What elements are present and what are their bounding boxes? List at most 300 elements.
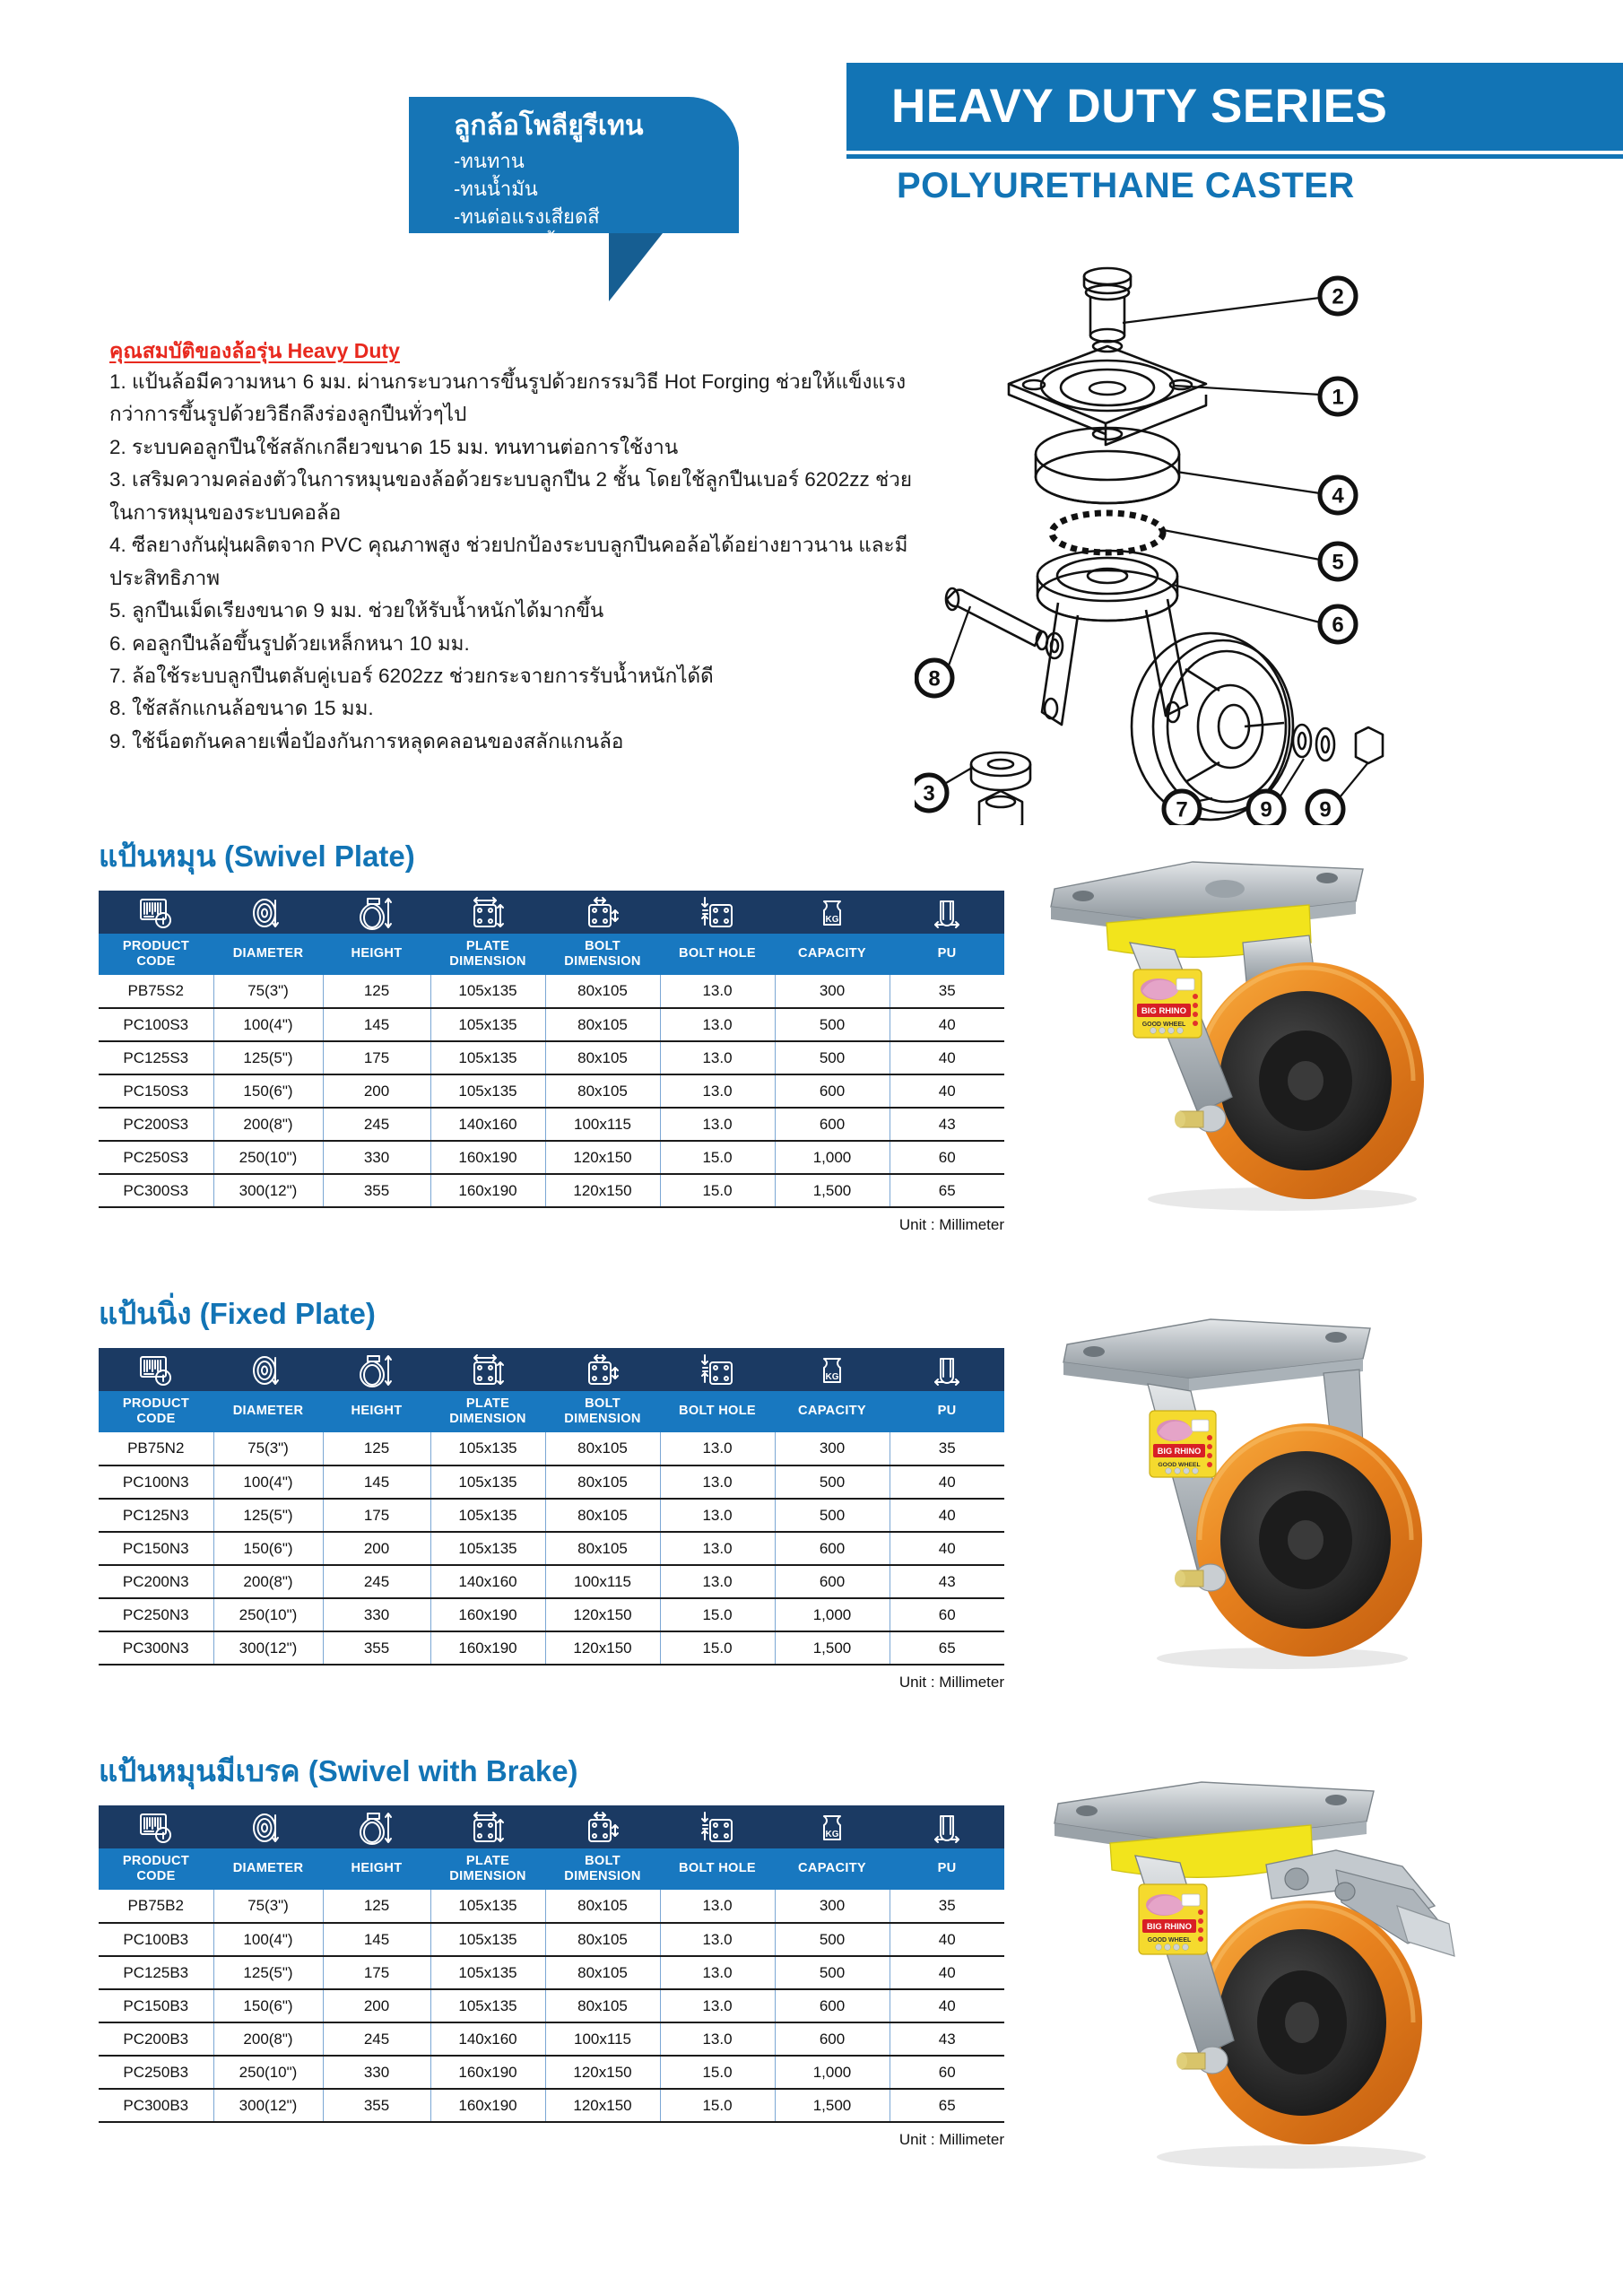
section-swivel-with-brake — [99, 1747, 1004, 2149]
spec-cell: 160x190 — [430, 1141, 545, 1174]
caster-height-icon — [323, 1805, 430, 1848]
column-header-line: PLATE — [465, 938, 510, 953]
wheel-diameter-icon — [213, 1348, 323, 1391]
bolt-dimension-icon — [545, 1348, 660, 1391]
pu-tread-icon — [890, 1348, 1004, 1391]
spec-cell: 43 — [890, 1565, 1004, 1598]
bubble-heading: ลูกล้อโพลียูรีเทน — [454, 111, 644, 141]
spec-cell: 100(4") — [213, 1008, 323, 1041]
spec-cell: 80x105 — [545, 1008, 660, 1041]
spec-table-swivel-plate — [99, 891, 1004, 1208]
spec-cell: 65 — [890, 1631, 1004, 1665]
subtitle-rule — [846, 154, 1623, 159]
column-header-line: PU — [937, 1404, 957, 1419]
spec-cell: 200 — [323, 1532, 430, 1565]
table-row — [99, 1108, 1004, 1141]
spec-cell: 80x105 — [545, 1041, 660, 1074]
feature-callout-bubble — [409, 97, 739, 257]
barcode-info-icon — [99, 891, 213, 934]
spec-cell: 80x105 — [545, 1989, 660, 2022]
column-header-line: DIAMETER — [232, 1861, 304, 1876]
column-header-line: CODE — [136, 954, 176, 969]
product-code-cell: PB75S2 — [99, 975, 213, 1008]
callout-label: 8 — [928, 666, 941, 691]
column-header-line: HEIGHT — [351, 1861, 403, 1876]
unit-note: Unit : Millimeter — [898, 1216, 1004, 1233]
spec-cell: 500 — [775, 1923, 890, 1956]
column-header-line: CAPACITY — [798, 1404, 866, 1419]
table-row — [99, 1989, 1004, 2022]
spec-cell: 13.0 — [660, 1008, 775, 1041]
spec-cell: 65 — [890, 1174, 1004, 1207]
spec-cell: 100x115 — [545, 1108, 660, 1141]
column-header-line: DIMENSION — [449, 1869, 526, 1883]
column-header-line: PRODUCT — [122, 1396, 190, 1411]
spec-cell: 355 — [323, 1174, 430, 1207]
table-row — [99, 2056, 1004, 2089]
icon-header-row — [99, 1348, 1004, 1391]
bolt-dimension-icon — [545, 891, 660, 934]
column-header — [213, 934, 323, 975]
spec-cell: 13.0 — [660, 1923, 775, 1956]
spec-cell: 75(3") — [213, 1890, 323, 1923]
spec-cell: 13.0 — [660, 1465, 775, 1499]
spec-cell: 1,500 — [775, 2089, 890, 2122]
spec-cell: 175 — [323, 1956, 430, 1989]
callout-label: 9 — [1260, 797, 1272, 822]
product-code-cell: PC150S3 — [99, 1074, 213, 1108]
barcode-info-icon — [99, 1805, 213, 1848]
table-row — [99, 2089, 1004, 2122]
caster-height-icon — [323, 891, 430, 934]
label-header-row — [99, 934, 1004, 975]
wheel-diameter-icon — [213, 1805, 323, 1848]
spec-cell: 105x135 — [430, 1923, 545, 1956]
product-code-cell: PB75N2 — [99, 1432, 213, 1465]
spec-cell: 140x160 — [430, 1108, 545, 1141]
spec-cell: 120x150 — [545, 1174, 660, 1207]
spec-cell: 245 — [323, 1565, 430, 1598]
table-head — [99, 1805, 1004, 1890]
column-header-line: DIMENSION — [449, 1412, 526, 1426]
column-header-line: HEIGHT — [351, 1404, 403, 1419]
feature-item: 5. ลูกปืนเม็ดเรียงขนาด 9 มม. ช่วยให้รับน้ำหนักได้มากขึ้น — [109, 599, 604, 622]
spec-cell: 100(4") — [213, 1923, 323, 1956]
column-header-line: CODE — [136, 1869, 176, 1883]
spec-cell: 105x135 — [430, 1008, 545, 1041]
column-header-line: CAPACITY — [798, 946, 866, 961]
spec-cell: 175 — [323, 1041, 430, 1074]
column-header — [323, 934, 430, 975]
product-code-cell: PB75B2 — [99, 1890, 213, 1923]
spec-cell: 150(6") — [213, 1989, 323, 2022]
product-code-cell: PC300B3 — [99, 2089, 213, 2122]
header-banner — [846, 63, 1623, 151]
product-code-cell: PC250N3 — [99, 1598, 213, 1631]
spec-cell: 300(12") — [213, 2089, 323, 2122]
feature-item: 1. แป้นล้อมีความหนา 6 มม. ผ่านกระบวนการขึ้นรูปด้วยกรรมวิธี Hot Forging ช่วยให้แข็งแรง กว่าการขึ้นรูปด้วยวิธีกลึงร่องลูกปืนทั่วๆไป — [109, 370, 907, 426]
spec-cell: 13.0 — [660, 1499, 775, 1532]
column-header-line: DIMENSION — [449, 954, 526, 969]
column-header — [213, 1391, 323, 1432]
spec-cell: 105x135 — [430, 1956, 545, 1989]
section-title: แป้นหมุน (Swivel Plate) — [99, 839, 415, 873]
product-code-cell: PC125N3 — [99, 1499, 213, 1532]
column-header-line: PRODUCT — [122, 938, 190, 953]
feature-item: 9. ใช้น็อตกันคลายเพื่อป้องกันการหลุดคลอนของสลักแกนล้อ — [109, 729, 624, 752]
column-header — [890, 1848, 1004, 1890]
spec-cell: 125 — [323, 975, 430, 1008]
table-row — [99, 1956, 1004, 1989]
column-header-line: BOLT HOLE — [679, 946, 756, 961]
spec-cell: 35 — [890, 1890, 1004, 1923]
spec-cell: 13.0 — [660, 975, 775, 1008]
spec-cell: 13.0 — [660, 1956, 775, 1989]
column-header-line: CAPACITY — [798, 1861, 866, 1876]
table-head — [99, 1348, 1004, 1432]
spec-cell: 80x105 — [545, 975, 660, 1008]
spec-cell: 15.0 — [660, 1174, 775, 1207]
spec-cell: 80x105 — [545, 1499, 660, 1532]
spec-cell: 200(8") — [213, 1565, 323, 1598]
spec-cell: 300 — [775, 1432, 890, 1465]
svg-text:KG: KG — [825, 1830, 839, 1839]
column-header — [890, 934, 1004, 975]
column-header-line: BOLT HOLE — [679, 1861, 756, 1876]
table-row — [99, 1598, 1004, 1631]
column-header-line: DIMENSION — [564, 1869, 641, 1883]
spec-cell: 80x105 — [545, 1074, 660, 1108]
column-header-line: PLATE — [465, 1853, 510, 1868]
column-header-line: BOLT HOLE — [679, 1404, 756, 1419]
spec-cell: 160x190 — [430, 1174, 545, 1207]
spec-cell: 43 — [890, 2022, 1004, 2056]
brand-tagline: GOOD WHEEL — [1147, 1937, 1192, 1944]
table-body — [99, 1890, 1004, 2122]
bubble-tail — [609, 233, 663, 301]
spec-cell: 13.0 — [660, 1432, 775, 1465]
bubble-bullet: -ทนต่อแรงเสียดสี — [454, 204, 600, 228]
column-header-line: DIMENSION — [564, 954, 641, 969]
product-code-cell: PC200S3 — [99, 1108, 213, 1141]
product-code-cell: PC100N3 — [99, 1465, 213, 1499]
table-head — [99, 891, 1004, 975]
column-header — [775, 1848, 890, 1890]
callout-label: 7 — [1176, 797, 1188, 822]
plate-dimension-icon — [430, 891, 545, 934]
spec-cell: 1,000 — [775, 1141, 890, 1174]
brand-tagline: GOOD WHEEL — [1158, 1462, 1201, 1468]
spec-cell: 15.0 — [660, 2056, 775, 2089]
spec-cell: 15.0 — [660, 1141, 775, 1174]
spec-cell: 245 — [323, 1108, 430, 1141]
spec-cell: 500 — [775, 1499, 890, 1532]
unit-note: Unit : Millimeter — [898, 1674, 1004, 1691]
spec-cell: 200 — [323, 1989, 430, 2022]
column-header-line: DIAMETER — [232, 946, 304, 961]
table-row — [99, 1532, 1004, 1565]
spec-cell: 330 — [323, 1598, 430, 1631]
product-code-cell: PC125B3 — [99, 1956, 213, 1989]
spec-cell: 60 — [890, 1598, 1004, 1631]
spec-cell: 43 — [890, 1108, 1004, 1141]
spec-table-swivel-brake — [99, 1805, 1004, 2123]
column-header — [323, 1848, 430, 1890]
column-header-line: PLATE — [465, 1396, 510, 1411]
column-header — [890, 1391, 1004, 1432]
icon-header-row — [99, 1805, 1004, 1848]
section-fixed-plate — [99, 1290, 1004, 1692]
swivel-plate-caster-photo — [1040, 857, 1506, 1215]
spec-cell: 300 — [775, 1890, 890, 1923]
spec-cell: 1,500 — [775, 1631, 890, 1665]
feature-item: 2. ระบบคอลูกปืนใช้สลักเกลียวขนาด 15 มม. ทนทานต่อการใช้งาน — [109, 435, 679, 458]
spec-cell: 145 — [323, 1465, 430, 1499]
product-code-cell: PC300S3 — [99, 1174, 213, 1207]
spec-cell: 150(6") — [213, 1074, 323, 1108]
spec-cell: 300(12") — [213, 1631, 323, 1665]
spec-cell: 145 — [323, 1923, 430, 1956]
spec-cell: 500 — [775, 1041, 890, 1074]
spec-cell: 80x105 — [545, 1532, 660, 1565]
spec-cell: 330 — [323, 2056, 430, 2089]
table-row — [99, 1008, 1004, 1041]
brand-label — [1133, 970, 1202, 1038]
brand-name: BIG RHINO — [1141, 1006, 1187, 1016]
spec-table-fixed-plate — [99, 1348, 1004, 1665]
spec-cell: 125 — [323, 1890, 430, 1923]
table-row — [99, 1141, 1004, 1174]
spec-cell: 145 — [323, 1008, 430, 1041]
spec-cell: 245 — [323, 2022, 430, 2056]
column-header — [99, 1391, 213, 1432]
column-header — [660, 934, 775, 975]
table-row — [99, 975, 1004, 1008]
section-title: แป้นหมุนมีเบรค (Swivel with Brake) — [99, 1754, 578, 1787]
table-row — [99, 2022, 1004, 2056]
spec-cell: 65 — [890, 2089, 1004, 2122]
section-title: แป้นนิ่ง (Fixed Plate) — [99, 1297, 376, 1330]
spec-cell: 500 — [775, 1008, 890, 1041]
product-code-cell: PC200N3 — [99, 1565, 213, 1598]
section-swivel-plate — [99, 832, 1004, 1234]
spec-cell: 40 — [890, 1989, 1004, 2022]
spec-cell: 80x105 — [545, 1465, 660, 1499]
column-header-line: BOLT — [585, 1396, 621, 1411]
plate-dimension-icon — [430, 1348, 545, 1391]
spec-cell: 250(10") — [213, 1141, 323, 1174]
spec-cell: 105x135 — [430, 1432, 545, 1465]
product-code-cell: PC100B3 — [99, 1923, 213, 1956]
spec-cell: 105x135 — [430, 1465, 545, 1499]
spec-cell: 120x150 — [545, 1631, 660, 1665]
spec-cell: 105x135 — [430, 1989, 545, 2022]
feature-item: 8. ใช้สลักแกนล้อขนาด 15 มม. — [109, 697, 374, 720]
spec-cell: 125(5") — [213, 1956, 323, 1989]
spec-cell: 13.0 — [660, 1074, 775, 1108]
pu-tread-icon — [890, 891, 1004, 934]
spec-cell: 40 — [890, 1041, 1004, 1074]
column-header — [775, 934, 890, 975]
product-code-cell: PC200B3 — [99, 2022, 213, 2056]
column-header — [99, 1848, 213, 1890]
spec-cell: 125(5") — [213, 1041, 323, 1074]
icon-header-row — [99, 891, 1004, 934]
feature-item: 3. เสริมความคล่องตัวในการหมุนของล้อด้วยระบบลูกปืน 2 ชั้น โดยใช้ลูกปืนเบอร์ 6202zz ช่วยในการหมุนของระบบคอล้อ — [109, 468, 913, 524]
spec-cell: 75(3") — [213, 975, 323, 1008]
table-row — [99, 1499, 1004, 1532]
pu-tread-icon — [890, 1805, 1004, 1848]
product-code-cell: PC250B3 — [99, 2056, 213, 2089]
exploded-caster-diagram — [915, 260, 1417, 825]
capacity-kg-icon — [775, 1348, 890, 1391]
column-header — [660, 1848, 775, 1890]
fixed-plate-caster-photo — [1040, 1314, 1506, 1673]
spec-cell: 600 — [775, 1989, 890, 2022]
spec-cell: 160x190 — [430, 1598, 545, 1631]
plate-dimension-icon — [430, 1805, 545, 1848]
spec-cell: 500 — [775, 1956, 890, 1989]
spec-cell: 330 — [323, 1141, 430, 1174]
spec-cell: 600 — [775, 1532, 890, 1565]
column-header-line: BOLT — [585, 938, 621, 953]
spec-cell: 200(8") — [213, 1108, 323, 1141]
swivel-brake-caster-photo — [1040, 1780, 1542, 2175]
spec-cell: 60 — [890, 1141, 1004, 1174]
column-header-line: CODE — [136, 1412, 176, 1426]
spec-cell: 40 — [890, 1923, 1004, 1956]
column-header — [545, 1848, 660, 1890]
bolt-hole-icon — [660, 891, 775, 934]
spec-cell: 80x105 — [545, 1432, 660, 1465]
column-header — [775, 1391, 890, 1432]
bolt-hole-icon — [660, 1805, 775, 1848]
spec-cell: 40 — [890, 1499, 1004, 1532]
spec-cell: 40 — [890, 1008, 1004, 1041]
spec-cell: 140x160 — [430, 1565, 545, 1598]
wheel-diameter-icon — [213, 891, 323, 934]
spec-cell: 13.0 — [660, 1565, 775, 1598]
table-row — [99, 1074, 1004, 1108]
column-header-line: DIAMETER — [232, 1404, 304, 1419]
spec-cell: 120x150 — [545, 1598, 660, 1631]
spec-cell: 15.0 — [660, 2089, 775, 2122]
spec-cell: 100(4") — [213, 1465, 323, 1499]
column-header — [213, 1848, 323, 1890]
spec-cell: 40 — [890, 1532, 1004, 1565]
spec-cell: 1,500 — [775, 1174, 890, 1207]
table-body — [99, 975, 1004, 1207]
product-code-cell: PC100S3 — [99, 1008, 213, 1041]
spec-cell: 80x105 — [545, 1956, 660, 1989]
spec-cell: 300(12") — [213, 1174, 323, 1207]
spec-cell: 105x135 — [430, 975, 545, 1008]
spec-cell: 13.0 — [660, 1532, 775, 1565]
column-header — [323, 1391, 430, 1432]
column-header-line: HEIGHT — [351, 946, 403, 961]
product-code-cell: PC250S3 — [99, 1141, 213, 1174]
spec-cell: 175 — [323, 1499, 430, 1532]
features-heading: คุณสมบัติของล้อรุ่น Heavy Duty — [109, 339, 400, 362]
column-header — [430, 1391, 545, 1432]
column-header — [430, 934, 545, 975]
spec-cell: 1,000 — [775, 1598, 890, 1631]
column-header-line: PRODUCT — [122, 1853, 190, 1868]
spec-cell: 75(3") — [213, 1432, 323, 1465]
callout-label: 1 — [1332, 385, 1344, 410]
spec-cell: 160x190 — [430, 2089, 545, 2122]
page-subtitle: POLYURETHANE CASTER — [897, 166, 1355, 205]
column-header-line: PU — [937, 1861, 957, 1876]
spec-cell: 140x160 — [430, 2022, 545, 2056]
spec-cell: 200 — [323, 1074, 430, 1108]
spec-cell: 15.0 — [660, 1631, 775, 1665]
label-header-row — [99, 1391, 1004, 1432]
caster-height-icon — [323, 1348, 430, 1391]
callout-label: 4 — [1332, 483, 1344, 509]
bolt-dimension-icon — [545, 1805, 660, 1848]
product-code-cell: PC300N3 — [99, 1631, 213, 1665]
spec-cell: 120x150 — [545, 2089, 660, 2122]
feature-item: 6. คอลูกปืนล้อขึ้นรูปด้วยเหล็กหนา 10 มม. — [109, 631, 470, 655]
column-header-line: BOLT — [585, 1853, 621, 1868]
spec-cell: 100x115 — [545, 1565, 660, 1598]
features-list — [109, 366, 916, 758]
table-row — [99, 1631, 1004, 1665]
spec-cell: 160x190 — [430, 1631, 545, 1665]
spec-cell: 200(8") — [213, 2022, 323, 2056]
bubble-bullet: -ทนน้ำมัน — [454, 177, 538, 200]
spec-cell: 600 — [775, 1074, 890, 1108]
column-header — [660, 1391, 775, 1432]
spec-cell: 13.0 — [660, 2022, 775, 2056]
spec-cell: 105x135 — [430, 1532, 545, 1565]
label-header-row — [99, 1848, 1004, 1890]
spec-cell: 250(10") — [213, 1598, 323, 1631]
feature-item: 4. ซีลยางกันฝุ่นผลิตจาก PVC คุณภาพสูง ช่วยปกป้องระบบลูกปืนคอล้อได้อย่างยาวนาน และมีประสิทธิภาพ — [109, 534, 908, 589]
spec-cell: 300 — [775, 975, 890, 1008]
barcode-info-icon — [99, 1348, 213, 1391]
table-row — [99, 1174, 1004, 1207]
brand-label — [1139, 1884, 1207, 1954]
column-header — [430, 1848, 545, 1890]
callout-label: 9 — [1319, 797, 1332, 822]
spec-cell: 600 — [775, 2022, 890, 2056]
spec-cell: 105x135 — [430, 1041, 545, 1074]
callout-label: 2 — [1332, 284, 1344, 309]
column-header-line: DIMENSION — [564, 1412, 641, 1426]
spec-cell: 13.0 — [660, 1108, 775, 1141]
callout-label: 5 — [1332, 550, 1344, 575]
product-code-cell: PC150N3 — [99, 1532, 213, 1565]
spec-cell: 40 — [890, 1074, 1004, 1108]
spec-cell: 13.0 — [660, 1890, 775, 1923]
svg-text:KG: KG — [825, 915, 839, 925]
spec-cell: 150(6") — [213, 1532, 323, 1565]
bolt-hole-icon — [660, 1348, 775, 1391]
table-row — [99, 1465, 1004, 1499]
callout-label: 6 — [1332, 613, 1344, 638]
spec-cell: 250(10") — [213, 2056, 323, 2089]
spec-cell: 600 — [775, 1565, 890, 1598]
table-row — [99, 1432, 1004, 1465]
spec-cell: 600 — [775, 1108, 890, 1141]
banner-title: HEAVY DUTY SERIES — [891, 80, 1388, 133]
spec-cell: 105x135 — [430, 1074, 545, 1108]
product-code-cell: PC125S3 — [99, 1041, 213, 1074]
spec-cell: 105x135 — [430, 1499, 545, 1532]
table-row — [99, 1565, 1004, 1598]
